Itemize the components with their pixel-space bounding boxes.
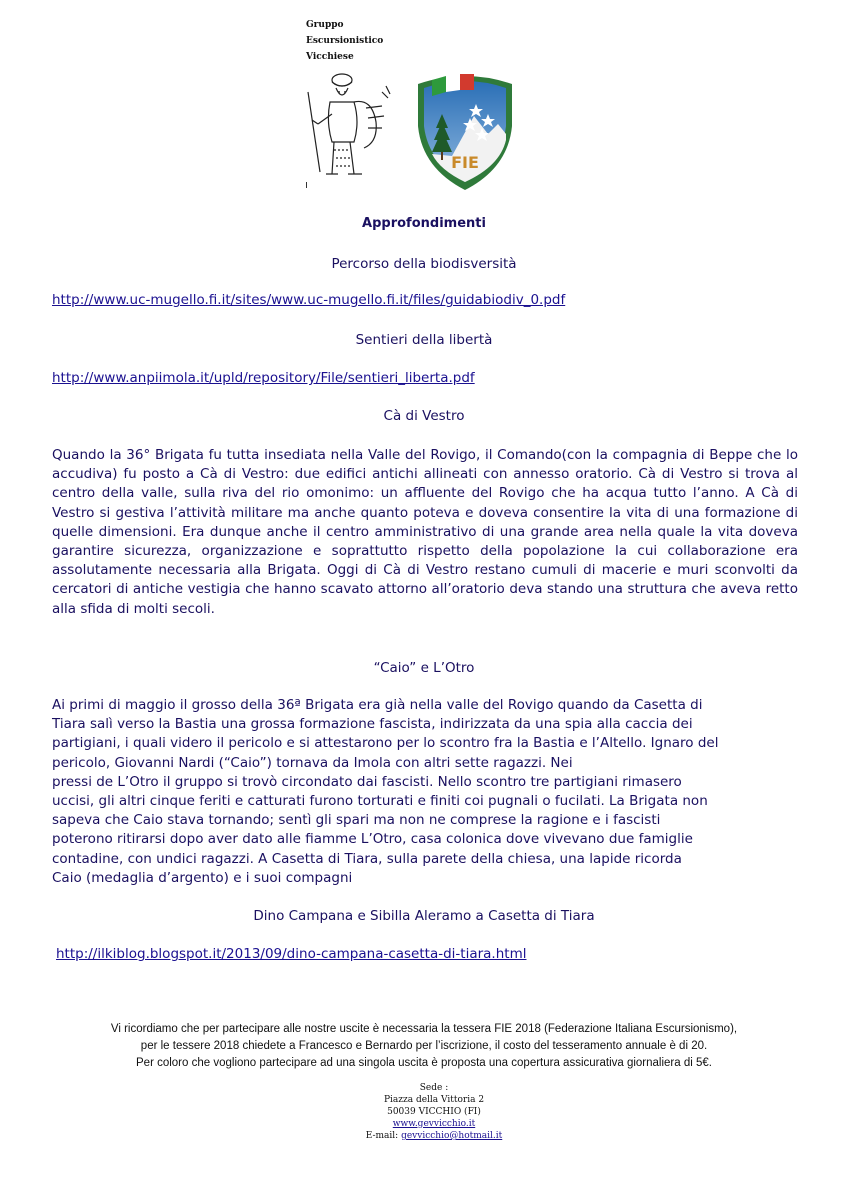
club-logo-text (306, 17, 383, 65)
footer-line: Per coloro che vogliono partecipare ad una singola uscita è proposta una copertura assicurativa giornaliera di 5€. (136, 1057, 712, 1069)
section-title-vestro: Cà di Vestro (383, 408, 465, 424)
link-campana-blog[interactable]: http://ilkiblog.blogspot.it/2013/09/dino-campana-casetta-di-tiara.html (56, 946, 527, 962)
link-biodiversita-pdf[interactable]: http://www.uc-mugello.fi.it/sites/www.uc-mugello.fi.it/files/guidabiodiv_0.pdf (52, 292, 566, 308)
website-link[interactable]: www.gevvicchio.it (392, 1119, 476, 1129)
caio-line: sapeva che Caio stava tornando; sentì gli spari ma non ne comprese la ragione e i fascisti (52, 812, 661, 829)
caio-line: pericolo, Giovanni Nardi (“Caio”) tornava da Imola con altri sette ragazzi. Nei (52, 754, 573, 771)
fie-badge-text: FIE (451, 153, 479, 172)
caio-line: Ai primi di maggio il grosso della 36ª Brigata era già nella valle del Rovigo quando da Casetta di (52, 697, 703, 713)
logo-line-3: Vicchiese (306, 52, 354, 62)
address-street: Piazza della Vittoria 2 (383, 1095, 485, 1105)
section-title-sentieri: Sentieri della libertà (355, 332, 493, 348)
section-title-caio: “Caio” e L’Otro (373, 660, 475, 676)
caio-line: pressi de L’Otro il gruppo si trovò circondato dai fascisti. Nello scontro tre partigiani rimasero (52, 773, 682, 790)
fie-shield-logo (412, 70, 518, 192)
logo-line-2: Escursionistico (306, 36, 384, 46)
logo-line-1: Gruppo (306, 20, 344, 30)
caio-line: Caio (medaglia d’argento) e i suoi compagni (52, 869, 353, 886)
vestro-paragraph: Quando la 36° Brigata fu tutta insediata nella Valle del Rovigo, il Comando(con la compagnia di Beppe che lo accudiva) fu posto a Cà di Vestro: due edifici antichi allineati con annesso oratorio. Cà di Vestro si trova al centro della valle, sulla riva del rio omonimo: un affluente del Rovigo che ha acqua tutto l’anno. A Cà di Vestro si gestiva l’attività militare ma anche quanto poteva e doveva consentire la vita di una formazione di quelle dimensioni. Era dunque anche il centro amministrativo di una grande area nella quale la vita doveva garantire sicurezza, organizzazione e soprattutto rispetto della popolazione la cui collaborazione era assolutamente necessaria alla Brigata. Oggi di Cà di Vestro restano cumuli di macerie e muri sconvolti da cercatori di antiche vestigia che hanno scavato attorno all’oratorio deva stando una struttura che aveva retto alla sfida di molti secoli. (52, 447, 798, 617)
section-title-biodiversita: Percorso della biodisversità (331, 256, 517, 272)
link-sentieri-pdf[interactable]: http://www.anpiimola.it/upld/repository/File/sentieri_liberta.pdf (52, 370, 475, 386)
caio-line: uccisi, gli altri cinque feriti e catturati furono torturati e finiti coi pugnali o fucilati. La Brigata non (52, 793, 708, 810)
page-title: Approfondimenti (362, 216, 486, 231)
caio-line: Tiara salì verso la Bastia una grossa formazione fascista, indirizzata da una spia alla caccia dei (52, 716, 693, 733)
email-link[interactable]: gevvicchio@hotmail.it (401, 1131, 503, 1141)
address-label: Sede : (419, 1083, 449, 1093)
address-block (0, 1082, 848, 1142)
hiker-drawing-icon (302, 62, 396, 190)
footer-notice (0, 1021, 848, 1072)
footer-line: Vi ricordiamo che per partecipare alle nostre uscite è necessaria la tessera FIE 2018 (Federazione Italiana Escursionismo), (110, 1023, 738, 1035)
caio-line: partigiani, i quali videro il pericolo e si attestarono per lo scontro fra la Bastia e l’Altello. Ignaro del (52, 735, 719, 752)
caio-line: contadine, con undici ragazzi. A Casetta di Tiara, sulla parete della chiesa, una lapide ricorda (52, 850, 682, 867)
email-label: E-mail: (365, 1131, 399, 1141)
caio-line: poterono ritirarsi dopo aver dato alle fiamme L’Otro, casa colonica dove vivevano due famiglie (52, 831, 693, 848)
address-city: 50039 VICCHIO (FI) (387, 1107, 481, 1117)
caio-paragraph (52, 696, 798, 888)
section-title-campana: Dino Campana e Sibilla Aleramo a Casetta di Tiara (253, 908, 595, 924)
footer-line: per le tessere 2018 chiedete a Francesco e Bernardo per l’iscrizione, il costo del tesseramento annuale è di 20. (140, 1040, 708, 1052)
